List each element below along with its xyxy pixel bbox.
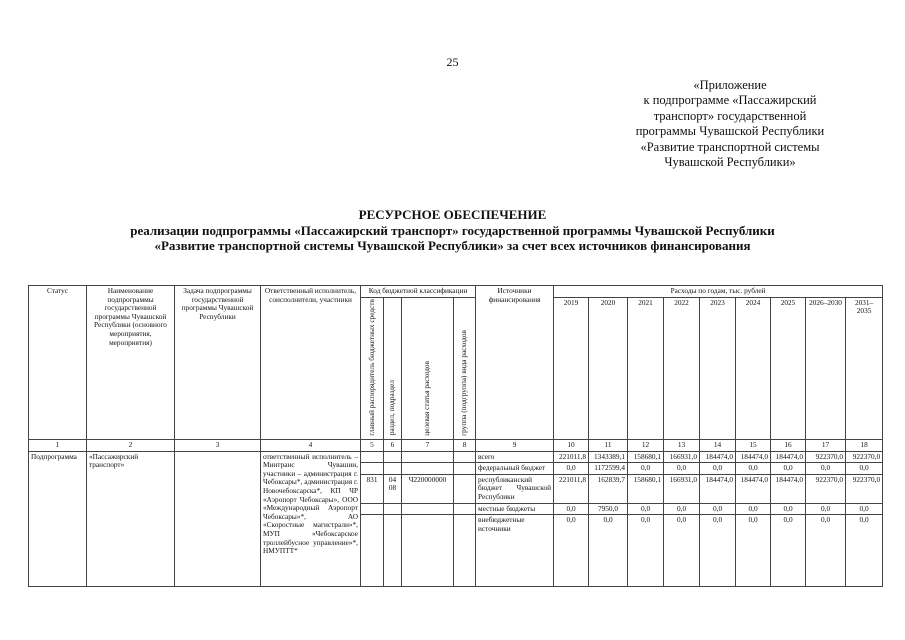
appendix-line: транспорт» государственной (653, 108, 807, 123)
value-cell: 184474,0 (736, 451, 771, 463)
column-number-row (29, 439, 883, 451)
appendix-line: программы Чувашской Республики (635, 124, 825, 139)
header-section (384, 297, 402, 439)
value-cell: 0,0 (700, 515, 736, 587)
column-number: 9 (476, 439, 554, 451)
column-number: 5 (361, 439, 384, 451)
value-cell: 184474,0 (736, 474, 771, 503)
header-year: 2024 (736, 297, 771, 439)
column-number: 14 (700, 439, 736, 451)
value-cell: 0,0 (806, 503, 846, 515)
appendix-line: «Приложение (693, 78, 767, 92)
value-cell: 166931,0 (664, 474, 700, 503)
code-cell (402, 463, 454, 475)
document-title (0, 207, 905, 254)
appendix-line: Чувашской Республики» (664, 155, 796, 170)
code-cell (384, 451, 402, 463)
value-cell: 922370,0 (846, 451, 883, 463)
table-row (29, 451, 883, 463)
value-cell: 0,0 (846, 515, 883, 587)
title-line: РЕСУРСНОЕ ОБЕСПЕЧЕНИЕ (358, 207, 547, 222)
header-task: Задача подпрограммы государственной программы Чувашской Республики (175, 286, 261, 440)
header-year: 2019 (554, 297, 589, 439)
value-cell: 1172599,4 (589, 463, 628, 475)
value-cell: 0,0 (664, 515, 700, 587)
appendix-line: к подпрограмме «Пассажирский (643, 93, 817, 108)
header-target (402, 297, 454, 439)
header-name: Наименование подпрограммы государственной программы Чувашской Республики (основного мероприятия, мероприятия) (87, 286, 175, 440)
page-number: 25 (446, 55, 459, 69)
resource-table (28, 285, 883, 587)
value-cell: 184474,0 (771, 451, 806, 463)
value-cell: 0,0 (664, 503, 700, 515)
code-cell (454, 503, 476, 515)
value-cell: 922370,0 (806, 474, 846, 503)
column-number: 11 (589, 439, 628, 451)
code-cell (454, 515, 476, 587)
value-cell: 7950,0 (589, 503, 628, 515)
value-cell: 0,0 (628, 503, 664, 515)
value-cell: 0,0 (806, 463, 846, 475)
header-year: 2023 (700, 297, 736, 439)
code-cell (384, 515, 402, 587)
code-cell (384, 503, 402, 515)
task-cell (175, 451, 261, 587)
header-group (454, 297, 476, 439)
column-number: 8 (454, 439, 476, 451)
value-cell: 0,0 (589, 515, 628, 587)
target-code: Ч220000000 (402, 474, 454, 503)
value-cell: 922370,0 (846, 474, 883, 503)
value-cell: 0,0 (554, 503, 589, 515)
header-target-text: целевая статья расходов (422, 360, 432, 436)
value-cell: 0,0 (628, 463, 664, 475)
column-number: 12 (628, 439, 664, 451)
column-number: 3 (175, 439, 261, 451)
value-cell: 922370,0 (806, 451, 846, 463)
value-cell: 0,0 (806, 515, 846, 587)
value-cell: 0,0 (771, 515, 806, 587)
value-cell: 0,0 (846, 463, 883, 475)
column-number: 4 (261, 439, 361, 451)
value-cell: 158680,1 (628, 474, 664, 503)
code-cell (402, 451, 454, 463)
code-cell (361, 463, 384, 475)
code-cell (454, 463, 476, 475)
header-grbs (361, 297, 384, 439)
subprogram-name-cell: «Пассажирский транспорт» (87, 451, 175, 587)
appendix-line: «Развитие транспортной системы (640, 139, 820, 154)
column-number: 10 (554, 439, 589, 451)
value-cell: 0,0 (846, 503, 883, 515)
title-line: реализации подпрограммы «Пассажирский транспорт» государственной программы Чувашской Республики (130, 222, 775, 238)
header-expenses: Расходы по годам, тыс. рублей (554, 286, 883, 298)
value-cell: 184474,0 (771, 474, 806, 503)
column-number: 7 (402, 439, 454, 451)
source-cell: всего (476, 451, 554, 463)
value-cell: 0,0 (736, 503, 771, 515)
value-cell: 0,0 (700, 503, 736, 515)
column-number: 17 (806, 439, 846, 451)
value-cell: 0,0 (736, 463, 771, 475)
header-section-text: раздел, подраздел (387, 380, 397, 436)
header-source: Источники финансирования (476, 286, 554, 440)
status-cell: Подпрограмма (29, 451, 87, 587)
header-year: 2026–2030 (806, 297, 846, 439)
header-year: 2031–2035 (846, 297, 883, 439)
code-cell (384, 463, 402, 475)
code-cell (361, 503, 384, 515)
value-cell: 0,0 (771, 463, 806, 475)
source-cell: внебюджетные источники (476, 515, 554, 587)
value-cell: 0,0 (736, 515, 771, 587)
column-number: 18 (846, 439, 883, 451)
header-status: Статус (29, 286, 87, 440)
value-cell: 1343389,1 (589, 451, 628, 463)
column-number: 2 (87, 439, 175, 451)
value-cell: 221011,8 (554, 451, 589, 463)
value-cell: 158680,1 (628, 451, 664, 463)
value-cell: 0,0 (771, 503, 806, 515)
header-year: 2025 (771, 297, 806, 439)
title-line: «Развитие транспортной системы Чувашской Республики» за счет всех источников финансирования (154, 238, 751, 253)
header-budget-code: Код бюджетной классификации (361, 286, 476, 298)
header-group-text: группа (подгруппа) вида расходов (459, 329, 469, 436)
value-cell: 0,0 (628, 515, 664, 587)
value-cell: 0,0 (664, 463, 700, 475)
header-row (29, 286, 883, 298)
code-cell (402, 503, 454, 515)
value-cell: 221011,8 (554, 474, 589, 503)
header-responsible: Ответственный исполнитель, соисполнители, участники (261, 286, 361, 440)
source-cell: федеральный бюджет (476, 463, 554, 475)
value-cell: 184474,0 (700, 451, 736, 463)
header-grbs-text: главный распорядитель бюджетных средств (366, 298, 376, 436)
source-cell: республиканский бюджет Чувашской Республики (476, 474, 554, 503)
column-number: 16 (771, 439, 806, 451)
column-number: 1 (29, 439, 87, 451)
value-cell: 166931,0 (664, 451, 700, 463)
header-year: 2020 (589, 297, 628, 439)
code-cell (361, 451, 384, 463)
grbs-code: 831 (361, 474, 384, 503)
header-year: 2021 (628, 297, 664, 439)
value-cell: 0,0 (554, 515, 589, 587)
value-cell: 162839,7 (589, 474, 628, 503)
code-cell (361, 515, 384, 587)
value-cell: 0,0 (554, 463, 589, 475)
column-number: 13 (664, 439, 700, 451)
value-cell: 184474,0 (700, 474, 736, 503)
column-number: 6 (384, 439, 402, 451)
section-code: 04 08 (384, 474, 402, 503)
appendix-note (610, 78, 850, 170)
code-cell (402, 515, 454, 587)
group-code (454, 474, 476, 503)
responsible-cell: ответственный исполнитель – Минтранс Чувашии, участники – администрация г. Чебоксары*, администрация г. Новочебоксарска*, КП ЧР «Аэропорт Чебоксары», ООО «Международный Аэропорт Чебоксары»*, АО «Скоростные магистрали»*, МУП «Чебоксарское троллейбусное управление»*, НМУПТТ* (261, 451, 361, 587)
column-number: 15 (736, 439, 771, 451)
value-cell: 0,0 (700, 463, 736, 475)
header-year: 2022 (664, 297, 700, 439)
source-cell: местные бюджеты (476, 503, 554, 515)
code-cell (454, 451, 476, 463)
